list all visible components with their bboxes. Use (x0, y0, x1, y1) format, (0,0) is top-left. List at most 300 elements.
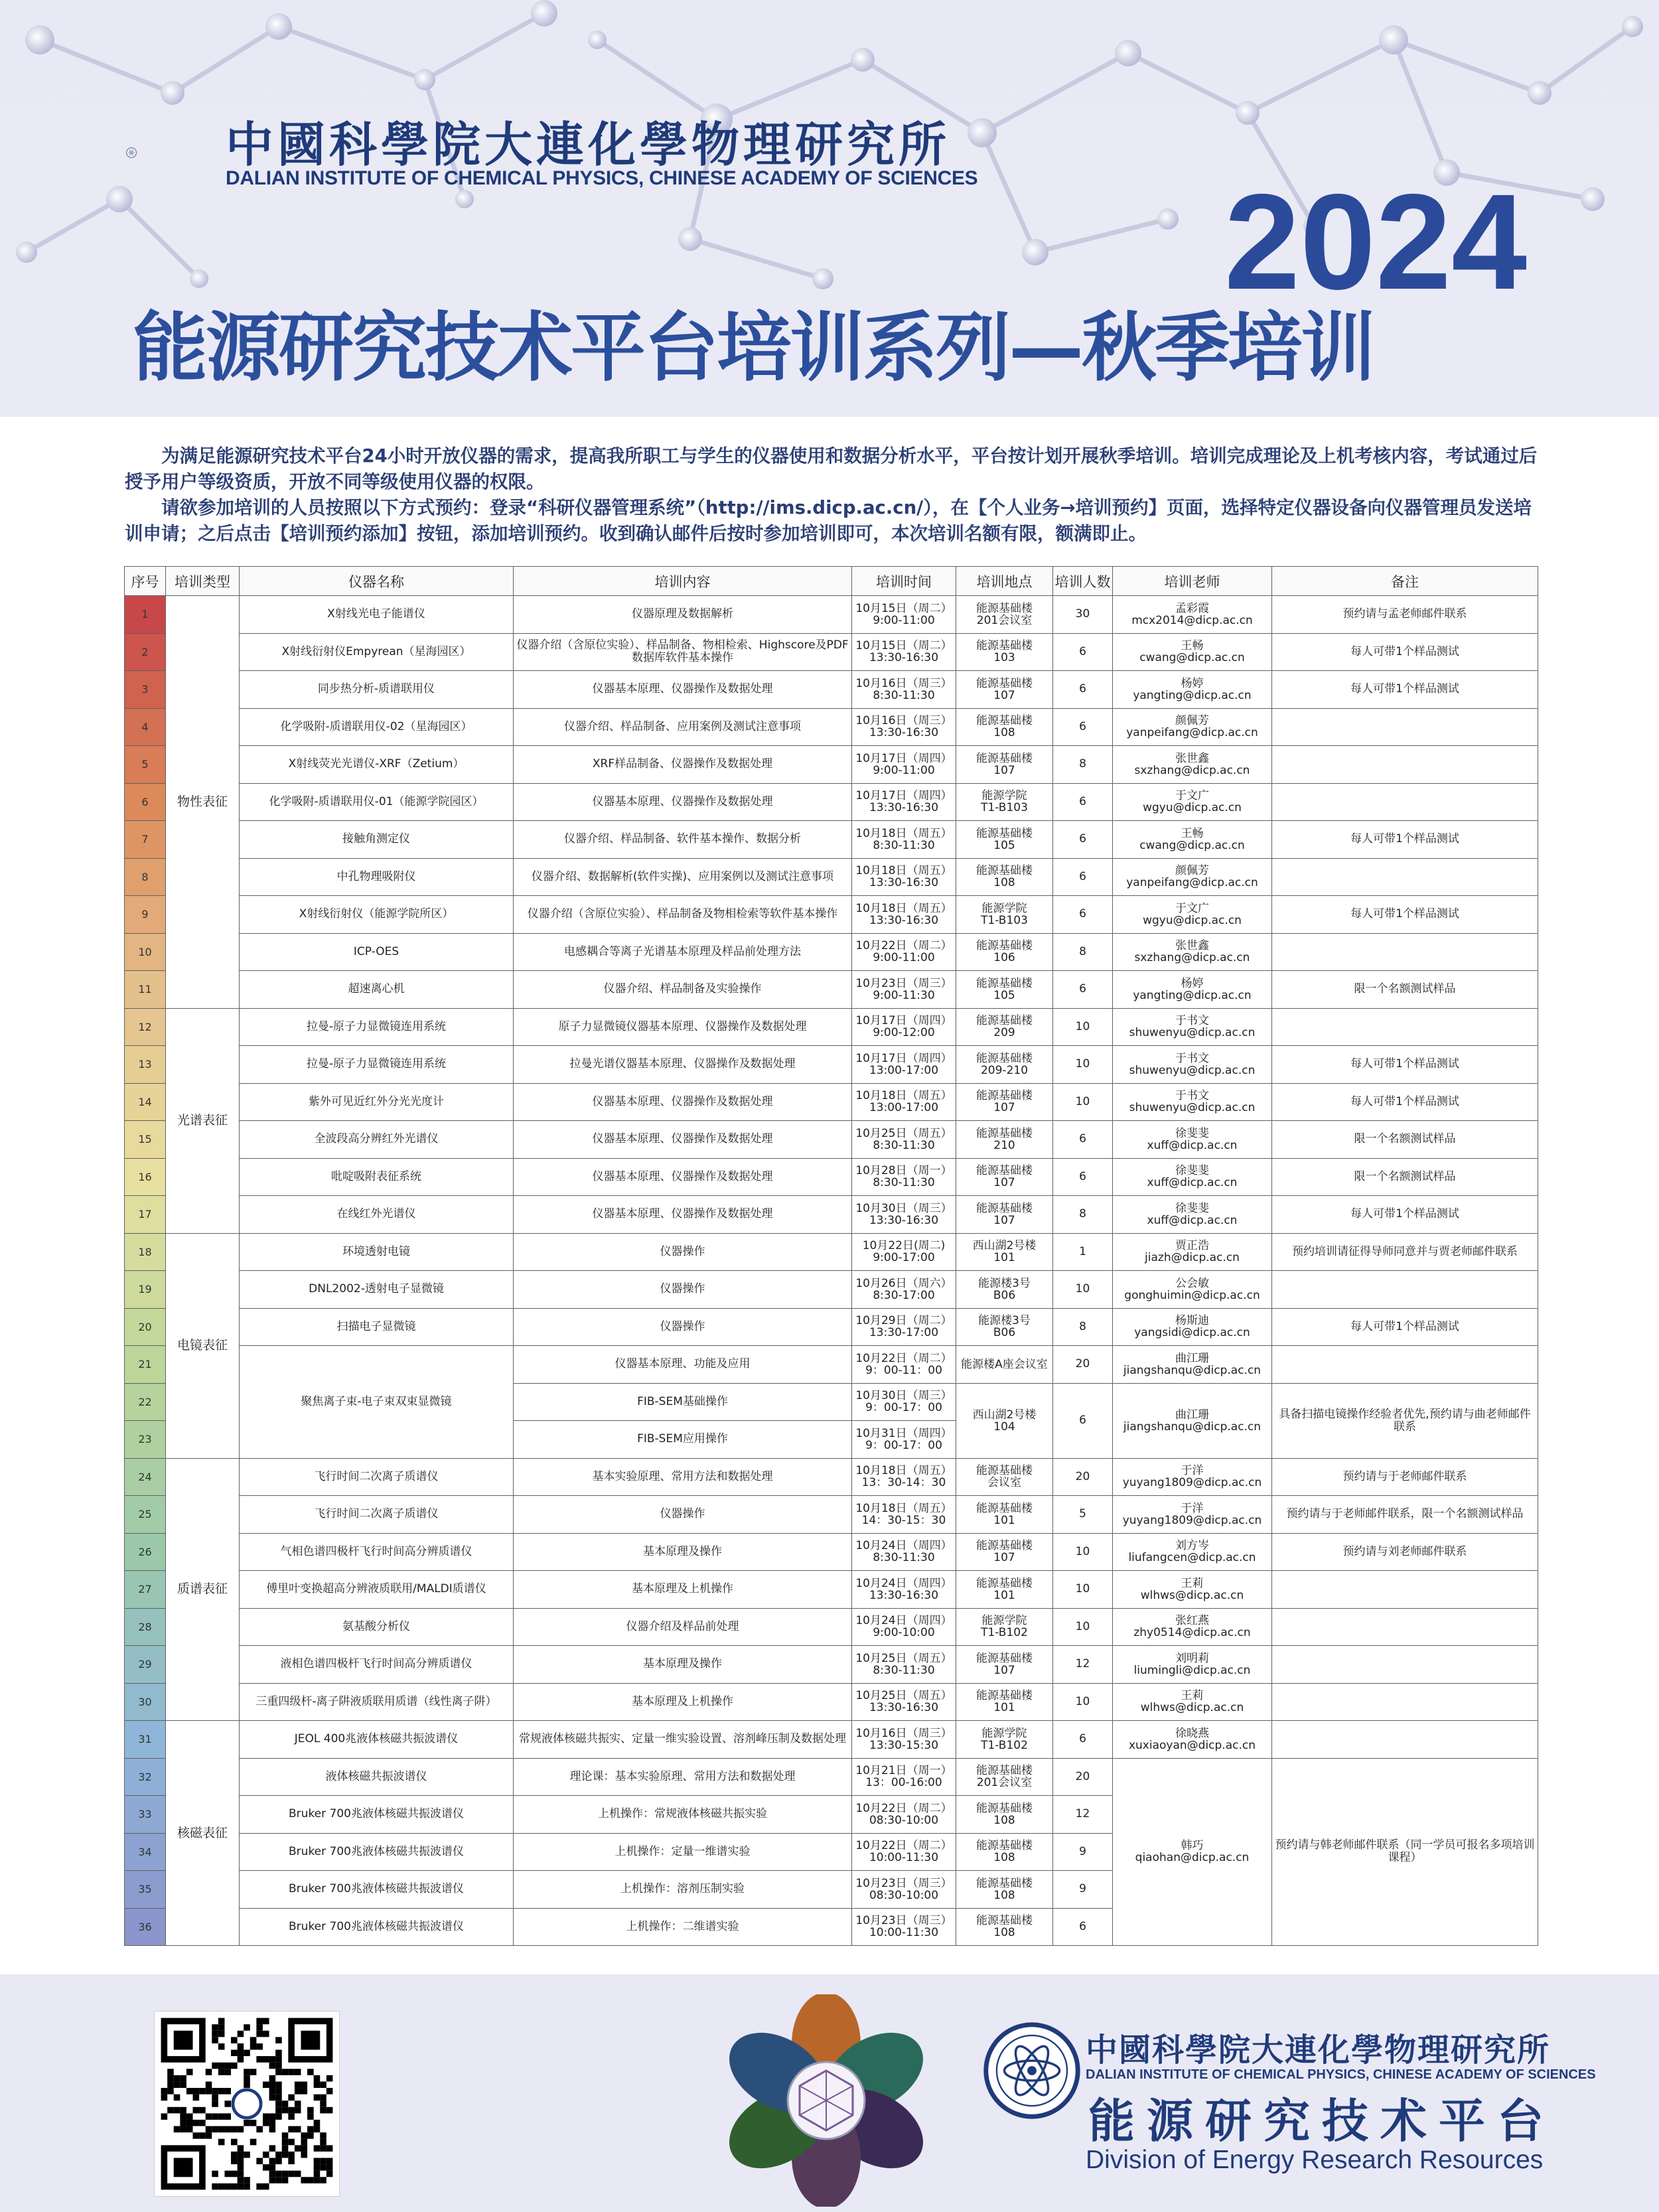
training-content: 原子力显微镜仪器基本原理、仪器操作及数据处理 (514, 1008, 852, 1046)
trainer-contact: 颜佩芳 yanpeifang@dicp.ac.cn (1113, 858, 1272, 896)
training-capacity: 12 (1053, 1796, 1113, 1834)
footer-institute-en: DALIAN INSTITUTE OF CHEMICAL PHYSICS, CHINESE ACADEMY OF SCIENCES (1086, 2067, 1596, 2082)
instrument-name: 化学吸附-质谱联用仪-01（能源学院园区） (240, 783, 514, 821)
trainer-contact: 杨斯迪 yangsidi@dicp.ac.cn (1113, 1308, 1272, 1346)
trainer-contact: 徐晓燕 xuxiaoyan@dicp.ac.cn (1113, 1721, 1272, 1759)
training-time: 10月28日（周一） 8:30-11:30 (852, 1158, 956, 1196)
trainer-contact: 王畅 cwang@dicp.ac.cn (1113, 821, 1272, 859)
training-capacity: 6 (1053, 858, 1113, 896)
table-row (125, 1196, 1538, 1234)
instrument-name: 扫描电子显微镜 (240, 1308, 514, 1346)
row-number: 7 (125, 821, 166, 859)
training-capacity: 6 (1053, 1158, 1113, 1196)
instrument-name: 环境透射电镜 (240, 1233, 514, 1271)
training-place: 能源基础楼 108 (956, 1833, 1053, 1871)
training-content: 仪器基本原理、仪器操作及数据处理 (514, 1196, 852, 1234)
trainer-contact: 曲江珊 jiangshanqu@dicp.ac.cn (1113, 1346, 1272, 1384)
training-capacity: 8 (1053, 1308, 1113, 1346)
table-row (125, 1121, 1538, 1159)
training-time: 10月18日（周五） 13：30-14：30 (852, 1458, 956, 1496)
table-row (125, 1346, 1538, 1384)
training-time: 10月22日（周二） 08:30-10:00 (852, 1796, 956, 1834)
row-number: 12 (125, 1008, 166, 1046)
row-number: 18 (125, 1233, 166, 1271)
training-time: 10月17日（周四） 9:00-11:00 (852, 746, 956, 784)
training-content: 仪器基本原理、仪器操作及数据处理 (514, 1158, 852, 1196)
training-place: 能源基础楼 105 (956, 971, 1053, 1009)
instrument-name: 气相色谱四极杆飞行时间高分辨质谱仪 (240, 1533, 514, 1571)
training-place: 能源基础楼 107 (956, 671, 1053, 709)
training-capacity: 10 (1053, 1083, 1113, 1121)
row-number: 25 (125, 1496, 166, 1534)
row-number: 22 (125, 1383, 166, 1421)
row-number: 26 (125, 1533, 166, 1571)
training-time: 10月22日（周二） 9：00-11：00 (852, 1346, 956, 1384)
remark (1272, 1008, 1538, 1046)
table-row (125, 708, 1538, 746)
training-content: 理论课：基本实验原理、常用方法和数据处理 (514, 1758, 852, 1796)
training-content: 仪器介绍（含原位实验）、样品制备及物相检索等软件基本操作 (514, 896, 852, 934)
training-time: 10月21日（周一） 13：00-16:00 (852, 1758, 956, 1796)
training-capacity: 8 (1053, 1196, 1113, 1234)
training-content: 基本原理及操作 (514, 1646, 852, 1684)
table-row (125, 971, 1538, 1009)
training-capacity: 6 (1053, 1121, 1113, 1159)
training-content: 仪器原理及数据解析 (514, 596, 852, 634)
trainer-contact: 徐斐斐 xuff@dicp.ac.cn (1113, 1196, 1272, 1234)
remark: 预约请与孟老师邮件联系 (1272, 596, 1538, 634)
training-place: 能源基础楼 108 (956, 858, 1053, 896)
row-number: 11 (125, 971, 166, 1009)
table-row (125, 596, 1538, 634)
training-content: 上机操作：溶剂压制实验 (514, 1871, 852, 1909)
table-row (125, 1533, 1538, 1571)
row-number: 17 (125, 1196, 166, 1234)
remark (1272, 858, 1538, 896)
trainer-contact: 公会敏 gonghuimin@dicp.ac.cn (1113, 1271, 1272, 1309)
trainer-contact: 张世鑫 sxzhang@dicp.ac.cn (1113, 933, 1272, 971)
row-number: 35 (125, 1871, 166, 1909)
table-header-row (125, 567, 1538, 596)
training-place: 能源基础楼 108 (956, 1871, 1053, 1909)
training-content: 仪器基本原理、仪器操作及数据处理 (514, 671, 852, 709)
table-row (125, 671, 1538, 709)
instrument-name: Bruker 700兆液体核磁共振波谱仪 (240, 1871, 514, 1909)
training-content: 仪器介绍、样品制备、应用案例及测试注意事项 (514, 708, 852, 746)
remark (1272, 1346, 1538, 1384)
training-time: 10月18日（周五） 13:00-17:00 (852, 1083, 956, 1121)
dicp-logo-bottom-icon (982, 2021, 1082, 2120)
training-place: 能源基础楼 会议室 (956, 1458, 1053, 1496)
remark (1272, 933, 1538, 971)
column-header: 仪器名称 (240, 567, 514, 596)
table-row (125, 858, 1538, 896)
training-place: 能源基础楼 107 (956, 746, 1053, 784)
remark: 预约请与刘老师邮件联系 (1272, 1533, 1538, 1571)
trainer-contact: 杨婷 yangting@dicp.ac.cn (1113, 671, 1272, 709)
training-content: XRF样品制备、仪器操作及数据处理 (514, 746, 852, 784)
training-content: 仪器基本原理、仪器操作及数据处理 (514, 783, 852, 821)
trainer-contact: 于书文 shuwenyu@dicp.ac.cn (1113, 1083, 1272, 1121)
column-header: 培训时间 (852, 567, 956, 596)
training-place: 能源学院 T1-B102 (956, 1608, 1053, 1646)
remark: 预约请与于老师邮件联系 (1272, 1458, 1538, 1496)
instrument-name: 全波段高分辨红外光谱仪 (240, 1121, 514, 1159)
instrument-name: 紫外可见近红外分光光度计 (240, 1083, 514, 1121)
instrument-name: X射线荧光光谱仪-XRF（Zetium） (240, 746, 514, 784)
training-time: 10月22日（周二） 10:00-11:30 (852, 1833, 956, 1871)
table-row (125, 1008, 1538, 1046)
footer-division-name: Division of Energy Research Resources (1086, 2146, 1544, 2174)
training-capacity: 12 (1053, 1646, 1113, 1684)
row-number: 20 (125, 1308, 166, 1346)
training-time: 10月30日（周三） 13:30-16:30 (852, 1196, 956, 1234)
training-content: FIB-SEM应用操作 (514, 1421, 852, 1459)
instrument-name: DNL2002-透射电子显微镜 (240, 1271, 514, 1309)
training-capacity: 10 (1053, 1571, 1113, 1609)
training-capacity: 10 (1053, 1271, 1113, 1309)
training-content: FIB-SEM基础操作 (514, 1383, 852, 1421)
column-header: 备注 (1272, 567, 1538, 596)
remark: 限一个名额测试样品 (1272, 1158, 1538, 1196)
training-place: 能源基础楼 107 (956, 1083, 1053, 1121)
training-time: 10月16日（周三） 8:30-11:30 (852, 671, 956, 709)
remark: 限一个名额测试样品 (1272, 971, 1538, 1009)
instrument-name: 飞行时间二次离子质谱仪 (240, 1458, 514, 1496)
training-time: 10月17日（周四） 13:30-16:30 (852, 783, 956, 821)
table-row (125, 1046, 1538, 1084)
training-content: 仪器介绍及样品前处理 (514, 1608, 852, 1646)
row-number: 1 (125, 596, 166, 634)
training-schedule-table (124, 566, 1538, 1947)
training-capacity: 6 (1053, 1721, 1113, 1759)
training-time: 10月31日（周四） 9：00-17：00 (852, 1421, 956, 1459)
training-time: 10月24日（周四） 9:00-10:00 (852, 1608, 956, 1646)
training-time: 10月26日（周六） 8:30-17:00 (852, 1271, 956, 1309)
instrument-name: 三重四级杆-离子阱液质联用质谱（线性离子阱） (240, 1683, 514, 1721)
training-place: 能源基础楼 108 (956, 1908, 1053, 1946)
instrument-name: 化学吸附-质谱联用仪-02（星海园区） (240, 708, 514, 746)
instrument-name: 氨基酸分析仪 (240, 1608, 514, 1646)
remark: 预约培训请征得导师同意并与贾老师邮件联系 (1272, 1233, 1538, 1271)
row-number: 28 (125, 1608, 166, 1646)
instrument-name: X射线衍射仪（能源学院所区） (240, 896, 514, 934)
row-number: 33 (125, 1796, 166, 1834)
table-row (125, 1646, 1538, 1684)
row-number: 15 (125, 1121, 166, 1159)
dicp-logo-icon (126, 106, 219, 199)
instrument-name: 同步热分析-质谱联用仪 (240, 671, 514, 709)
training-place: 能源基础楼 103 (956, 633, 1053, 671)
row-number: 27 (125, 1571, 166, 1609)
column-header: 培训地点 (956, 567, 1053, 596)
training-content: 仪器介绍（含原位实验）、样品制备、物相检索、Highscore及PDF数据库软件基本操作 (514, 633, 852, 671)
instrument-name: ICP-OES (240, 933, 514, 971)
training-content: 上机操作：常规液体核磁共振实验 (514, 1796, 852, 1834)
row-number: 21 (125, 1346, 166, 1384)
training-place: 能源基础楼 201会议室 (956, 1758, 1053, 1796)
table-row (125, 783, 1538, 821)
training-time: 10月16日（周三） 13:30-15:30 (852, 1721, 956, 1759)
training-place: 西山湖2号楼 101 (956, 1233, 1053, 1271)
training-category: 电镜表征 (166, 1233, 240, 1458)
instrument-name: X射线光电子能谱仪 (240, 596, 514, 634)
training-capacity: 9 (1053, 1871, 1113, 1909)
training-capacity: 20 (1053, 1458, 1113, 1496)
intro-paragraph-1: 为满足能源研究技术平台24小时开放仪器的需求，提高我所职工与学生的仪器使用和数据分析水平，平台按计划开展秋季培训。培训完成理论及上机考核内容，考试通过后授予用户等级资质，开放不同等级使用仪器的权限。 (125, 445, 1538, 492)
row-number: 30 (125, 1683, 166, 1721)
table-row (125, 1158, 1538, 1196)
training-place: 能源学院 T1-B102 (956, 1721, 1053, 1759)
remark: 每人可带1个样品测试 (1272, 1046, 1538, 1084)
training-time: 10月22日（周二） 9:00-11:00 (852, 933, 956, 971)
instrument-name: 拉曼-原子力显微镜连用系统 (240, 1008, 514, 1046)
remark: 每人可带1个样品测试 (1272, 671, 1538, 709)
training-time: 10月30日（周三） 9：00-17：00 (852, 1383, 956, 1421)
training-capacity: 10 (1053, 1608, 1113, 1646)
training-capacity: 6 (1053, 971, 1113, 1009)
training-time: 10月18日（周五） 8:30-11:30 (852, 821, 956, 859)
training-place: 能源基础楼 101 (956, 1571, 1053, 1609)
table-row (125, 1083, 1538, 1121)
training-capacity: 5 (1053, 1496, 1113, 1534)
row-number: 23 (125, 1421, 166, 1459)
training-capacity: 6 (1053, 708, 1113, 746)
training-content: 仪器操作 (514, 1233, 852, 1271)
training-time: 10月23日（周三） 10:00-11:30 (852, 1908, 956, 1946)
training-time: 10月25日（周五） 13:30-16:30 (852, 1683, 956, 1721)
training-capacity: 10 (1053, 1046, 1113, 1084)
instrument-name: 傅里叶变换超高分辨液质联用/MALDI质谱仪 (240, 1571, 514, 1609)
table-row (125, 1758, 1538, 1796)
instrument-name: 聚焦离子束-电子束双束显微镜 (240, 1346, 514, 1459)
trainer-contact: 韩巧 qiaohan@dicp.ac.cn (1113, 1758, 1272, 1946)
training-category: 核磁表征 (166, 1721, 240, 1946)
remark: 每人可带1个样品测试 (1272, 1308, 1538, 1346)
training-time: 10月15日（周二） 9:00-11:00 (852, 596, 956, 634)
training-capacity: 30 (1053, 596, 1113, 634)
training-content: 基本实验原理、常用方法和数据处理 (514, 1458, 852, 1496)
remark: 每人可带1个样品测试 (1272, 633, 1538, 671)
training-time: 10月17日（周四） 13:00-17:00 (852, 1046, 956, 1084)
table-row (125, 1458, 1538, 1496)
instrument-name: 拉曼-原子力显微镜连用系统 (240, 1046, 514, 1084)
training-content: 仪器基本原理、仪器操作及数据处理 (514, 1083, 852, 1121)
training-content: 常规液体核磁共振实、定量一维实验设置、溶剂峰压制及数据处理 (514, 1721, 852, 1759)
row-number: 19 (125, 1271, 166, 1309)
training-place: 能源基础楼 107 (956, 1646, 1053, 1684)
row-number: 13 (125, 1046, 166, 1084)
trainer-contact: 王畅 cwang@dicp.ac.cn (1113, 633, 1272, 671)
training-place: 能源基础楼 107 (956, 1196, 1053, 1234)
training-capacity: 6 (1053, 671, 1113, 709)
training-capacity: 6 (1053, 1908, 1113, 1946)
table-row (125, 1496, 1538, 1534)
trainer-contact: 徐斐斐 xuff@dicp.ac.cn (1113, 1158, 1272, 1196)
table-row (125, 1271, 1538, 1309)
row-number: 34 (125, 1833, 166, 1871)
row-number: 32 (125, 1758, 166, 1796)
row-number: 14 (125, 1083, 166, 1121)
trainer-contact: 于洋 yuyang1809@dicp.ac.cn (1113, 1458, 1272, 1496)
table-row (125, 1571, 1538, 1609)
training-time: 10月23日（周三） 08:30-10:00 (852, 1871, 956, 1909)
remark: 每人可带1个样品测试 (1272, 821, 1538, 859)
trainer-contact: 王莉 wlhws@dicp.ac.cn (1113, 1683, 1272, 1721)
instrument-name: Bruker 700兆液体核磁共振波谱仪 (240, 1833, 514, 1871)
training-category: 光谱表征 (166, 1008, 240, 1233)
instrument-name: Bruker 700兆液体核磁共振波谱仪 (240, 1796, 514, 1834)
remark: 预约请与于老师邮件联系，限一个名额测试样品 (1272, 1496, 1538, 1534)
remark (1272, 746, 1538, 784)
remark (1272, 783, 1538, 821)
training-place: 能源楼3号 B06 (956, 1308, 1053, 1346)
training-category: 质谱表征 (166, 1458, 240, 1721)
training-capacity: 8 (1053, 746, 1113, 784)
training-place: 能源基础楼 201会议室 (956, 596, 1053, 634)
table-row (125, 1683, 1538, 1721)
training-place: 能源基础楼 101 (956, 1683, 1053, 1721)
year-heading: 2024 (1224, 166, 1528, 318)
table-row (125, 1308, 1538, 1346)
trainer-contact: 王莉 wlhws@dicp.ac.cn (1113, 1571, 1272, 1609)
training-time: 10月17日（周四） 9:00-12:00 (852, 1008, 956, 1046)
trainer-contact: 于书文 shuwenyu@dicp.ac.cn (1113, 1046, 1272, 1084)
training-capacity: 6 (1053, 783, 1113, 821)
trainer-contact: 刘明莉 liumingli@dicp.ac.cn (1113, 1646, 1272, 1684)
training-time: 10月18日（周五） 13:30-16:30 (852, 896, 956, 934)
column-header: 培训老师 (1113, 567, 1272, 596)
table-row (125, 1233, 1538, 1271)
remark (1272, 1271, 1538, 1309)
row-number: 6 (125, 783, 166, 821)
training-category: 物性表征 (166, 596, 240, 1009)
institute-name-en: DALIAN INSTITUTE OF CHEMICAL PHYSICS, CHINESE ACADEMY OF SCIENCES (226, 167, 978, 189)
trainer-contact: 颜佩芳 yanpeifang@dicp.ac.cn (1113, 708, 1272, 746)
institute-name-cn: 中國科學院大連化學物理研究所 (226, 116, 951, 173)
training-place: 能源基础楼 210 (956, 1121, 1053, 1159)
intro-paragraph-2: 请欲参加培训的人员按照以下方式预约：登录“科研仪器管理系统”（http://ims.dicp.ac.cn/），在【个人业务→培训预约】页面，选择特定仪器设备向仪器管理员发送培训申请；之后点击【培训预约添加】按钮，添加培训预约。收到确认邮件后按时参加培训即可，本次培训名额有限，额满即止。 (125, 497, 1532, 544)
footer-institute-cn: 中國科學院大連化學物理研究所 (1086, 2031, 1551, 2069)
row-number: 10 (125, 933, 166, 971)
instrument-name: X射线衍射仪Empyrean（星海园区） (240, 633, 514, 671)
table-row (125, 821, 1538, 859)
training-place: 能源基础楼 107 (956, 1158, 1053, 1196)
training-time: 10月18日（周五） 13:30-16:30 (852, 858, 956, 896)
trainer-contact: 于文广 wgyu@dicp.ac.cn (1113, 896, 1272, 934)
training-capacity: 6 (1053, 821, 1113, 859)
training-time: 10月23日（周三） 9:00-11:30 (852, 971, 956, 1009)
training-capacity: 9 (1053, 1833, 1113, 1871)
training-place: 能源基础楼 209 (956, 1008, 1053, 1046)
training-time: 10月18日（周五） 14：30-15：30 (852, 1496, 956, 1534)
trainer-contact: 于洋 yuyang1809@dicp.ac.cn (1113, 1496, 1272, 1534)
training-capacity: 6 (1053, 1383, 1113, 1458)
remark (1272, 1646, 1538, 1684)
instrument-name: 在线红外光谱仪 (240, 1196, 514, 1234)
row-number: 16 (125, 1158, 166, 1196)
training-place: 能源基础楼 209-210 (956, 1046, 1053, 1084)
row-number: 29 (125, 1646, 166, 1684)
training-capacity: 10 (1053, 1683, 1113, 1721)
training-content: 仪器操作 (514, 1496, 852, 1534)
training-place: 能源学院 T1-B103 (956, 783, 1053, 821)
training-time: 10月24日（周四） 13:30-16:30 (852, 1571, 956, 1609)
training-content: 上机操作：定量一维谱实验 (514, 1833, 852, 1871)
remark: 具备扫描电镜操作经验者优先,预约请与曲老师邮件联系 (1272, 1383, 1538, 1458)
training-time: 10月25日（周五） 8:30-11:30 (852, 1646, 956, 1684)
row-number: 24 (125, 1458, 166, 1496)
row-number: 3 (125, 671, 166, 709)
training-content: 仪器介绍、样品制备及实验操作 (514, 971, 852, 1009)
instrument-name: 飞行时间二次离子质谱仪 (240, 1496, 514, 1534)
training-capacity: 10 (1053, 1008, 1113, 1046)
instrument-name: 接触角测定仪 (240, 821, 514, 859)
training-time: 10月25日（周五） 8:30-11:30 (852, 1121, 956, 1159)
training-capacity: 20 (1053, 1758, 1113, 1796)
training-time: 10月15日（周二） 13:30-16:30 (852, 633, 956, 671)
trainer-contact: 于书文 shuwenyu@dicp.ac.cn (1113, 1008, 1272, 1046)
instrument-name: 中孔物理吸附仪 (240, 858, 514, 896)
training-place: 能源基础楼 108 (956, 708, 1053, 746)
training-time: 10月16日（周三） 13:30-16:30 (852, 708, 956, 746)
training-place: 西山湖2号楼 104 (956, 1383, 1053, 1458)
trainer-contact: 曲江珊 jiangshanqu@dicp.ac.cn (1113, 1383, 1272, 1458)
training-content: 仪器基本原理、仪器操作及数据处理 (514, 1121, 852, 1159)
table-row (125, 1608, 1538, 1646)
remark (1272, 1571, 1538, 1609)
instrument-name: 液相色谱四极杆飞行时间高分辨质谱仪 (240, 1646, 514, 1684)
remark: 预约请与韩老师邮件联系（同一学员可报名多项培训课程） (1272, 1758, 1538, 1946)
instrument-name: JEOL 400兆液体核磁共振波谱仪 (240, 1721, 514, 1759)
training-content: 仪器介绍、样品制备、软件基本操作、数据分析 (514, 821, 852, 859)
training-place: 能源基础楼 105 (956, 821, 1053, 859)
intro-text (125, 443, 1538, 547)
training-capacity: 1 (1053, 1233, 1113, 1271)
training-time: 10月22日(周二) 9:00-17:00 (852, 1233, 956, 1271)
training-place: 能源楼3号 B06 (956, 1271, 1053, 1309)
instrument-name: 超速离心机 (240, 971, 514, 1009)
row-number: 36 (125, 1908, 166, 1946)
table-row (125, 933, 1538, 971)
table-row (125, 746, 1538, 784)
table-row (125, 896, 1538, 934)
row-number: 4 (125, 708, 166, 746)
training-place: 能源学院 T1-B103 (956, 896, 1053, 934)
trainer-contact: 张红燕 zhy0514@dicp.ac.cn (1113, 1608, 1272, 1646)
row-number: 8 (125, 858, 166, 896)
training-capacity: 10 (1053, 1533, 1113, 1571)
remark (1272, 1608, 1538, 1646)
row-number: 5 (125, 746, 166, 784)
training-capacity: 20 (1053, 1346, 1113, 1384)
footer-platform-name: 能源研究技术平台 (1088, 2093, 1555, 2148)
training-time: 10月24日（周四） 8:30-11:30 (852, 1533, 956, 1571)
trainer-contact: 徐斐斐 xuff@dicp.ac.cn (1113, 1121, 1272, 1159)
remark: 限一个名额测试样品 (1272, 1121, 1538, 1159)
training-capacity: 6 (1053, 633, 1113, 671)
training-content: 仪器基本原理、功能及应用 (514, 1346, 852, 1384)
trainer-contact: 贾正浩 jiazh@dicp.ac.cn (1113, 1233, 1272, 1271)
training-capacity: 6 (1053, 896, 1113, 934)
training-place: 能源基础楼 101 (956, 1496, 1053, 1534)
energy-platform-emblem-icon (720, 1994, 932, 2207)
column-header: 培训类型 (166, 567, 240, 596)
training-time: 10月29日（周二） 13:30-17:00 (852, 1308, 956, 1346)
row-number: 2 (125, 633, 166, 671)
training-content: 拉曼光谱仪器基本原理、仪器操作及数据处理 (514, 1046, 852, 1084)
table-row (125, 1721, 1538, 1759)
